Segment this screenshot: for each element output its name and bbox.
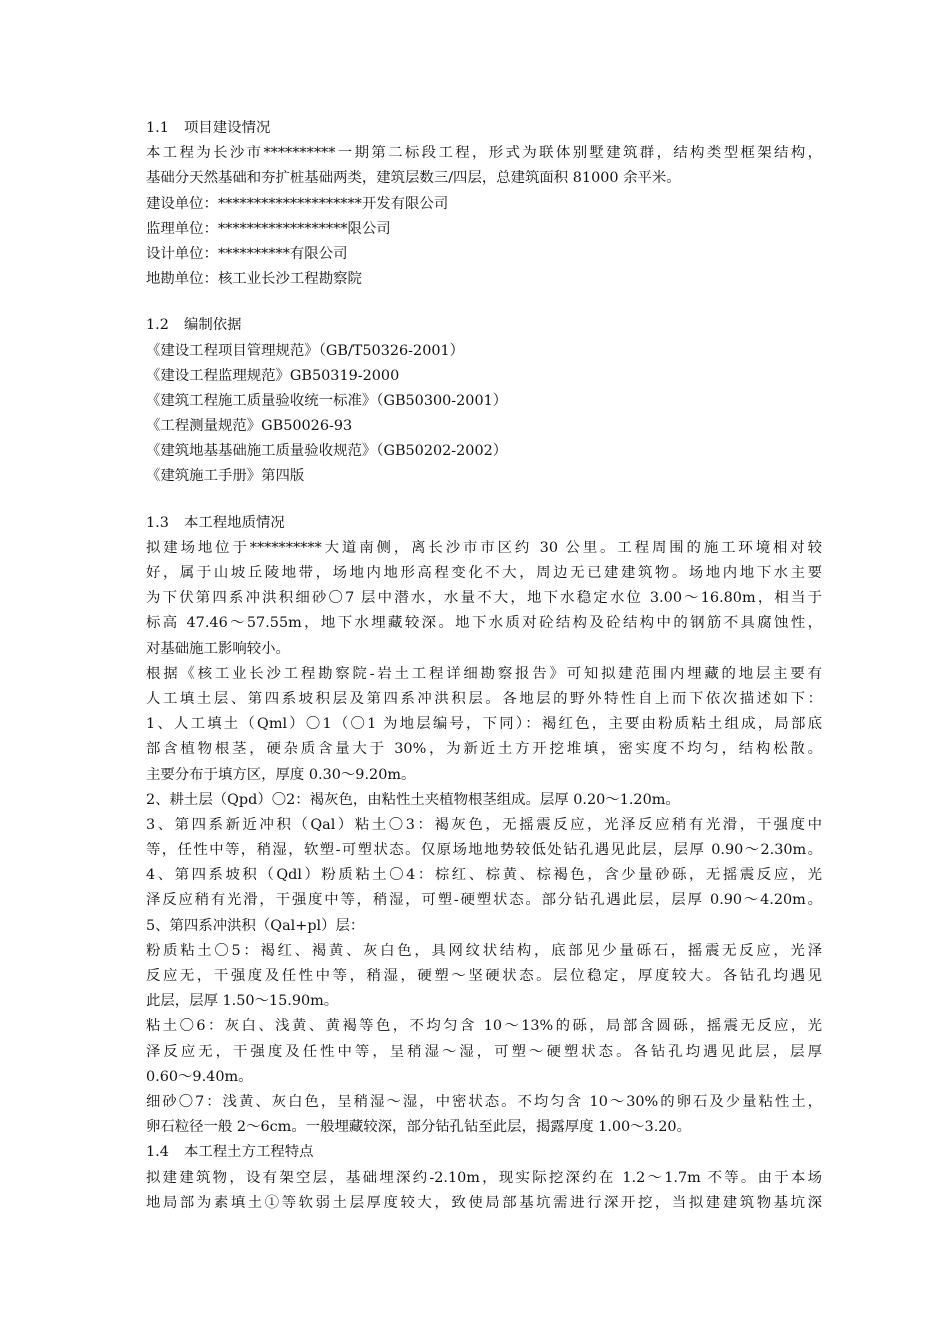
reference-item: 《建设工程项目管理规范》（GB/T50326-2001） — [146, 342, 465, 359]
reference-item: 《建设工程监理规范》GB50319-2000 — [146, 367, 400, 384]
paragraph-line: 部含植物根茎，硬杂质含量大于 30%，为新近土方开挖堆填，密实度不均匀，结构松散。 — [146, 741, 822, 758]
section-title: 项目建设情况 — [184, 120, 271, 136]
paragraph-line: 本工程为长沙市**********一期第二标段工程，形式为联体别墅建筑群，结构类型框架结构， — [146, 145, 822, 162]
paragraph-line: 地局部为素填土①等软弱土层厚度较大，致使局部基坑需进行深开挖，当拟建建筑物基坑深 — [146, 1194, 822, 1211]
reference-item: 《建筑工程施工质量验收统一标准》（GB50300-2001） — [146, 392, 508, 409]
paragraph-line: 泽反应无，干强度及任性中等，呈稍湿～湿，可塑～硬塑状态。各钻孔均遇见此层，层厚 — [146, 1043, 822, 1060]
paragraph-line: 反应无，干强度及任性中等，稍湿，硬塑～坚硬状态。层位稳定，厚度较大。各钻孔均遇见 — [146, 968, 822, 984]
section-title: 编制依据 — [184, 317, 242, 334]
paragraph-line: 人工填土层、第四系坡积层及第四系冲洪积层。各地层的野外特性自上而下依次描述如下： — [146, 690, 822, 707]
section-number: 1.3 — [146, 514, 169, 531]
paragraph-line: 标高 47.46～57.55m，地下水埋藏较深。地下水质对砼结构及砼结构中的钢筋不具腐蚀性， — [146, 615, 822, 632]
spacer — [146, 490, 822, 511]
section-heading — [146, 511, 822, 536]
paragraph-line: 此层，层厚 1.50～15.90m。 — [146, 993, 339, 1010]
paragraph-line: 主要分布于填方区，厚度 0.30～9.20m。 — [146, 766, 416, 783]
paragraph-line: 粘土〇6：灰白、浅黄、黄褐等色，不均匀含 10～13%的砾，局部含圆砾，摇震无反应，光 — [146, 1018, 822, 1035]
section-heading — [146, 313, 822, 338]
paragraph-line: 3、第四系新近冲积（Qal）粘土〇3：褐灰色，无摇震反应，光泽反应稍有光滑，干强度中 — [146, 816, 822, 833]
section-earthwork — [146, 1140, 822, 1216]
section-references — [146, 313, 822, 489]
section-number: 1.1 — [146, 120, 169, 136]
reference-item: 《工程测量规范》GB50026-93 — [146, 418, 353, 435]
paragraph-line: 泽反应稍有光滑，干强度中等，稍湿，可塑-硬塑状态。部分钻孔遇此层，层厚 0.90～4.20m。 — [146, 892, 822, 909]
paragraph-line: 等，任性中等，稍湿，软塑-可塑状态。仅原场地地势较低处钻孔遇见此层，层厚 0.90～2.30m。 — [146, 842, 822, 859]
section-heading — [146, 116, 822, 141]
paragraph-line: 0.60～9.40m。 — [146, 1068, 253, 1085]
paragraph-line: 地勘单位：核工业长沙工程勘察院 — [146, 271, 362, 288]
document-page — [146, 116, 822, 1216]
paragraph-line: 为下伏第四系冲洪积细砂〇7 层中潜水，水量不大，地下水稳定水位 3.00～16.80m，相当于 — [146, 590, 822, 607]
paragraph-line: 拟建场地位于**********大道南侧，离长沙市市区约 30 公里。工程周围的施工环境相对较 — [146, 539, 822, 556]
section-number: 1.2 — [146, 317, 169, 334]
paragraph-line: 拟建建筑物，设有架空层，基础埋深约-2.10m，现实际挖深约在 1.2～1.7m 不等。由于本场 — [146, 1169, 822, 1186]
paragraph-line: 5、第四系冲洪积（Qal+pl）层： — [146, 917, 365, 934]
spacer — [146, 292, 822, 313]
section-title: 本工程地质情况 — [184, 514, 285, 531]
section-number: 1.4 — [146, 1144, 169, 1161]
paragraph-line: 基础分天然基础和夯扩桩基础两类，建筑层数三/四层，总建筑面积 81000 余平米。 — [146, 170, 681, 187]
paragraph-line: 卵石粒径一般 2～6cm。一般埋藏较深，部分钻孔钻至此层，揭露厚度 1.00～3.20。 — [146, 1119, 691, 1136]
section-title: 本工程土方工程特点 — [184, 1144, 314, 1161]
paragraph-line: 对基础施工影响较小。 — [146, 640, 290, 657]
section-geology — [146, 511, 822, 1141]
reference-item: 《建筑地基基础施工质量验收规范》（GB50202-2002） — [146, 443, 508, 460]
paragraph-line: 建设单位：********************开发有限公司 — [146, 195, 449, 212]
reference-item: 《建筑施工手册》第四版 — [146, 468, 305, 485]
paragraph-line: 根据《核工业长沙工程勘察院-岩土工程详细勘察报告》可知拟建范围内埋藏的地层主要有 — [146, 665, 822, 682]
paragraph-line: 好，属于山坡丘陵地带，场地内地形高程变化不大，周边无已建建筑物。场地内地下水主要 — [146, 565, 822, 581]
paragraph-line: 粉质粘土〇5：褐红、褐黄、灰白色，具网纹状结构，底部见少量砾石，摇震无反应，光泽 — [146, 942, 822, 959]
paragraph-line: 1、人工填土（Qml）〇1（〇1 为地层编号，下同）：褐红色，主要由粉质粘土组成，局部底 — [146, 716, 822, 733]
paragraph-line: 4、第四系坡积（Qdl）粉质粘土〇4：棕红、棕黄、棕褐色，含少量砂砾，无摇震反应，光 — [146, 867, 822, 884]
paragraph-line: 2、耕土层（Qpd）〇2：褐灰色，由粘性土夹植物根茎组成。层厚 0.20～1.20m。 — [146, 791, 680, 808]
section-heading — [146, 1140, 822, 1165]
paragraph-line: 设计单位：**********有限公司 — [146, 245, 348, 262]
section-project-overview — [146, 116, 822, 292]
paragraph-line: 监理单位：******************限公司 — [146, 220, 391, 237]
paragraph-line: 细砂〇7：浅黄、灰白色，呈稍湿～湿，中密状态。不均匀含 10～30%的卵石及少量粘性土， — [146, 1093, 822, 1110]
